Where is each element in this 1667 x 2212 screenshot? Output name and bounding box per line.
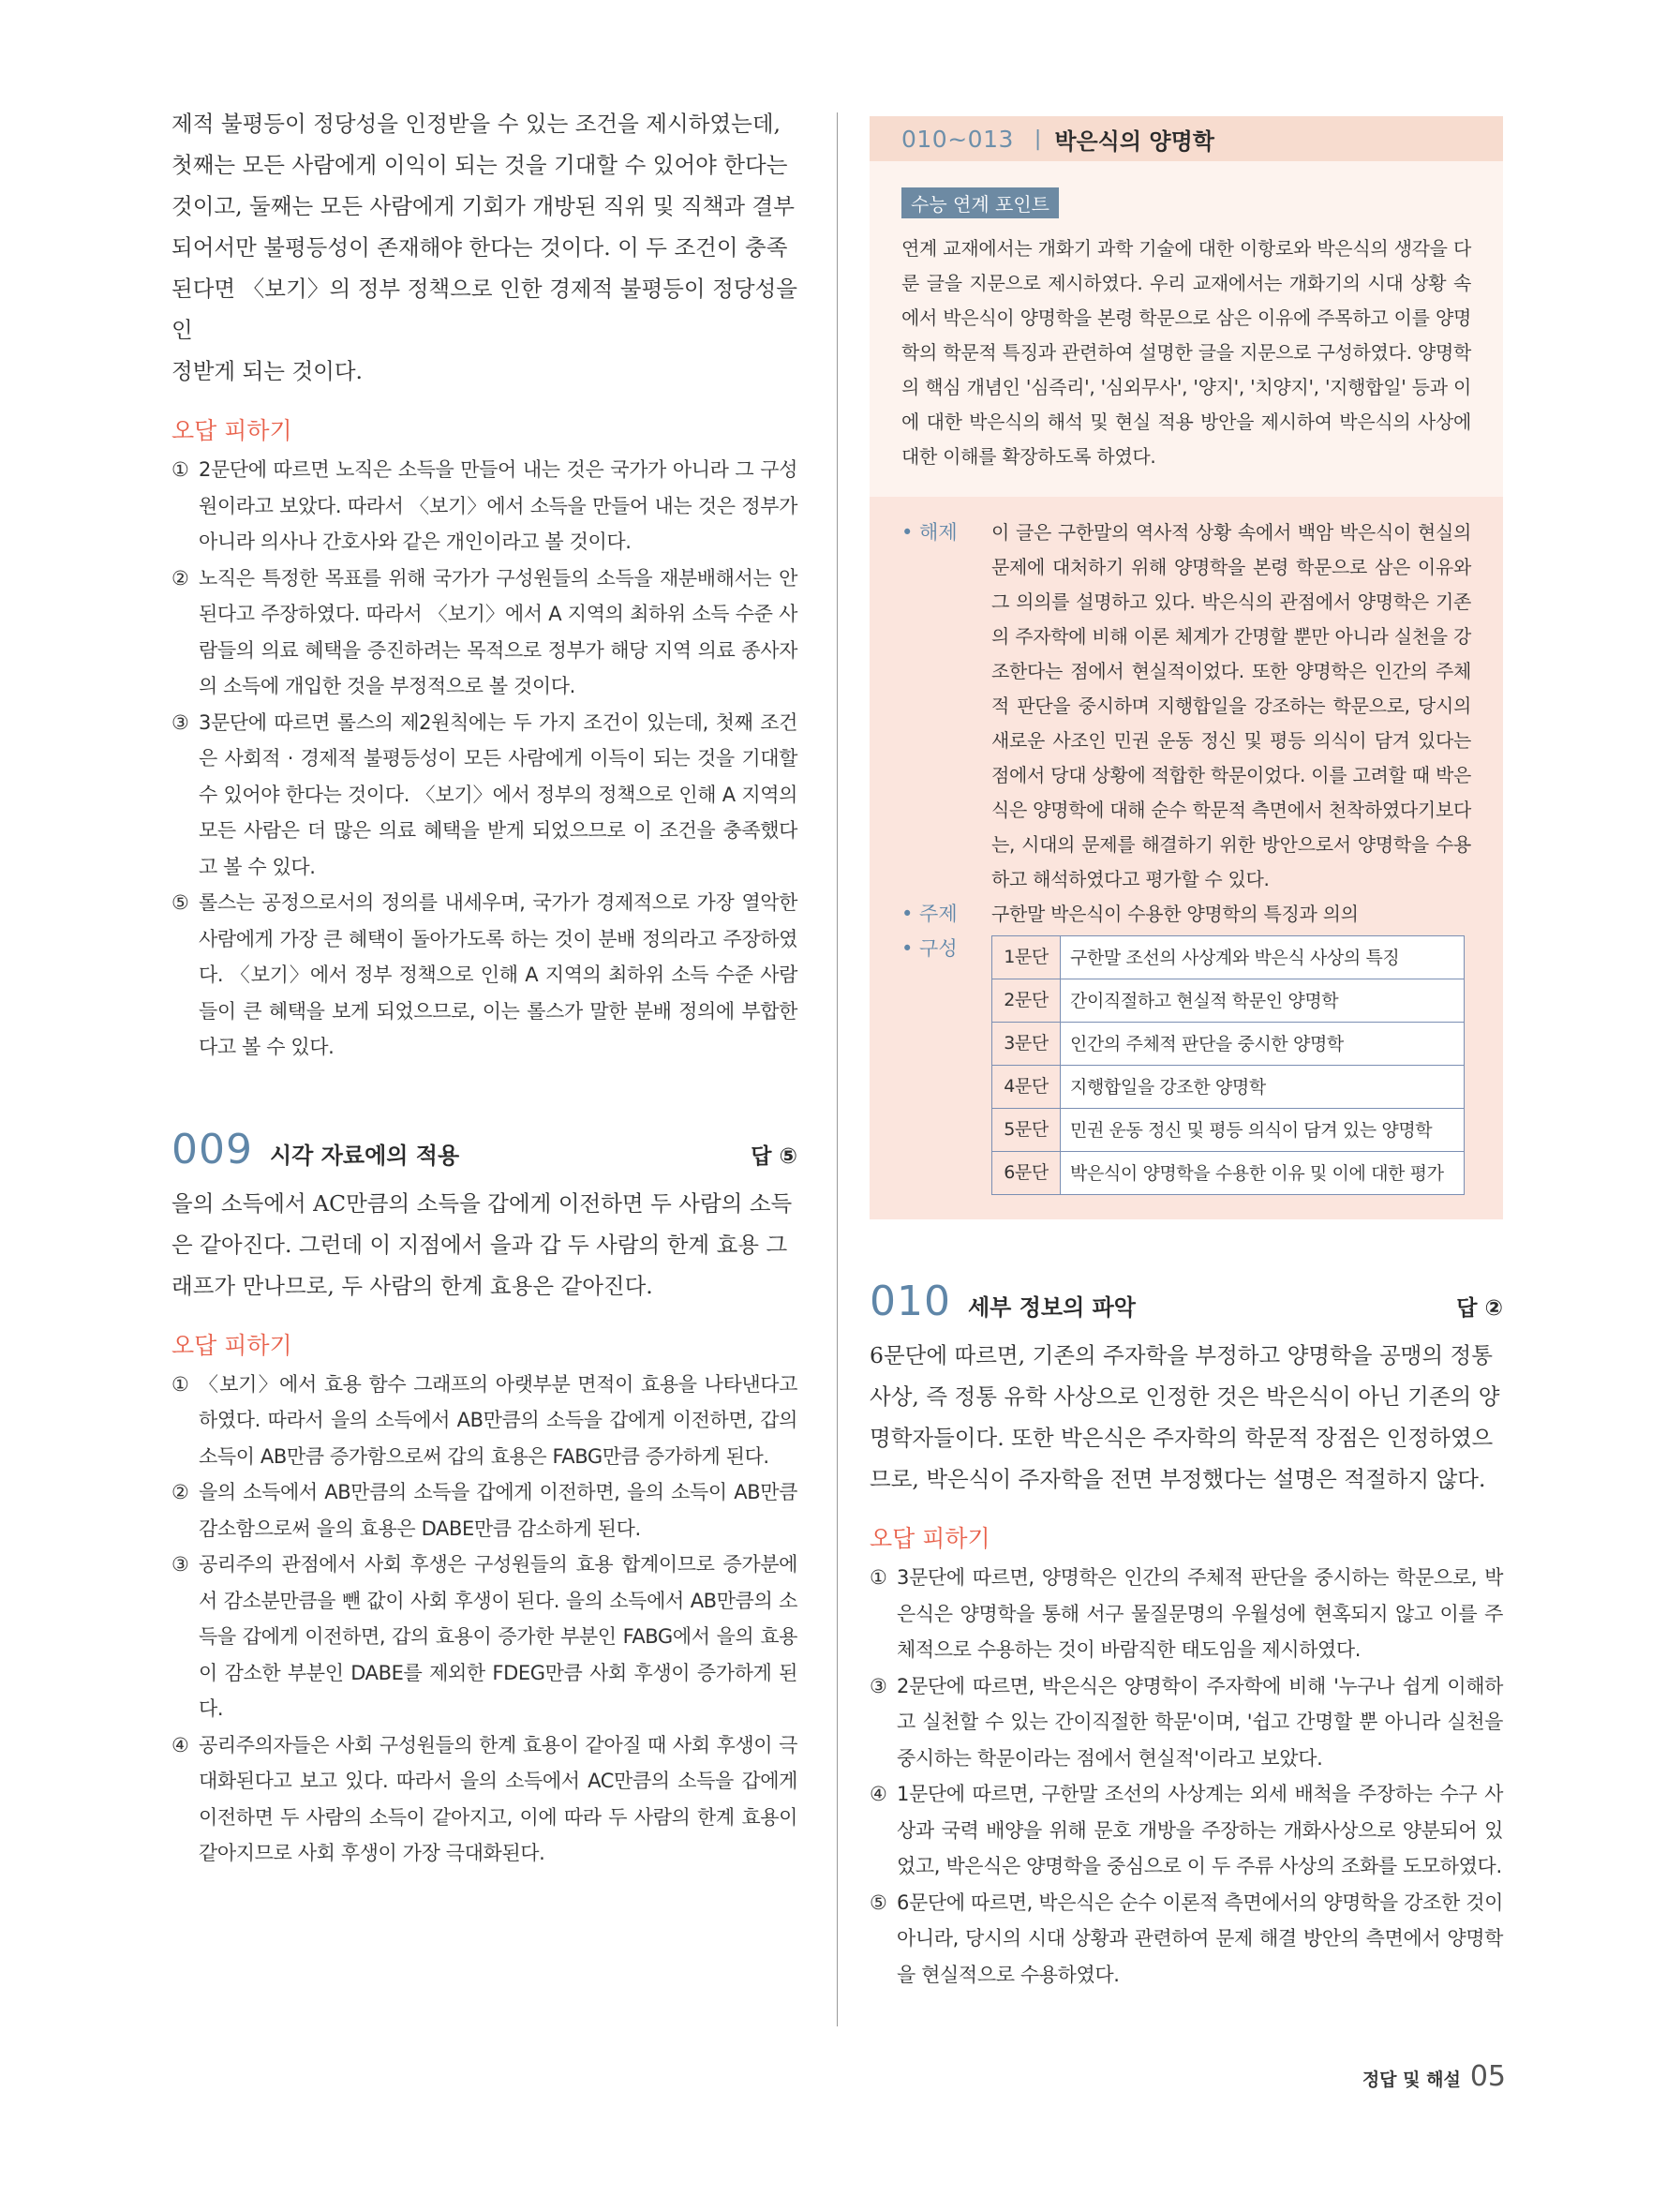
question-number: 009	[171, 1125, 253, 1173]
question-title: 시각 자료에의 적용	[269, 1142, 460, 1169]
list-item	[171, 560, 797, 705]
item-number: ④	[171, 1733, 189, 1756]
passage-title: 박은식의 양명학	[1054, 127, 1214, 155]
page-footer	[1362, 2060, 1506, 2093]
intro-line: 된다면 〈보기〉의 정부 정책으로 인한 경제적 불평등이 정당성을 인	[171, 276, 797, 343]
question-number: 010	[870, 1278, 951, 1325]
panel-header	[870, 116, 1503, 161]
question-009-header	[171, 1126, 797, 1173]
question-010-body	[870, 1335, 1503, 1500]
item-text: 을의 소득에서 AB만큼의 소득을 갑에게 이전하면, 을의 소득이 AB만큼 감소함으로써 을의 효용은 DABE만큼 감소하게 된다.	[199, 1481, 797, 1540]
wrong-answer-heading: 오답 피하기	[870, 1525, 990, 1552]
structure-table	[991, 935, 1465, 1195]
table-row	[992, 979, 1465, 1023]
page-number: 05	[1469, 2060, 1506, 2093]
item-text: 6문단에 따르면, 박은식은 순수 이론적 측면에서의 양명학을 강조한 것이 아니라, 당시의 시대 상황과 관련하여 문제 해결 방안의 측면에서 양명학을 현실적으로 수용하였다.	[897, 1891, 1503, 1986]
table-row	[992, 1023, 1465, 1066]
paragraph-summary: 지행합일을 강조한 양명학	[1061, 1066, 1465, 1109]
question-010-header	[870, 1278, 1503, 1325]
item-text: 2문단에 따르면 노직은 소득을 만들어 내는 것은 국가가 아니라 그 구성원이라고 보았다. 따라서 〈보기〉에서 소득을 만들어 내는 것은 정부가 아니라 의사나 간호사와 같은 개인이라고 볼 것이다.	[199, 458, 797, 553]
list-item	[870, 1885, 1503, 1994]
wrong-answer-heading: 오답 피하기	[171, 417, 292, 444]
list-item	[870, 1668, 1503, 1777]
right-column	[870, 116, 1503, 1993]
question-answer: 답 ⑤	[751, 1143, 797, 1169]
paragraph-summary: 인간의 주체적 판단을 중시한 양명학	[1061, 1023, 1465, 1066]
item-text: 3문단에 따르면 롤스의 제2원칙에는 두 가지 조건이 있는데, 첫째 조건은 사회적 · 경제적 불평등성이 모든 사람에게 이득이 되는 것을 기대할 수 있어야 한다는 것이다. 〈보기〉에서 정부의 정책으로 인해 A 지역의 모든 사람은 더 많은 의료 혜택을 받게 되었으므로 이 조건을 충족했다고 볼 수 있다.	[199, 710, 797, 878]
connection-point-section	[870, 161, 1503, 497]
item-text: 롤스는 공정으로서의 정의를 내세우며, 국가가 경제적으로 가장 열악한 사람에게 가장 큰 혜택이 돌아가도록 하는 것이 분배 정의라고 주장하였다. 〈보기〉에서 정부 정책으로 인해 A 지역의 최하위 소득 수준 사람들이 큰 혜택을 보게 되었으므로, 이는 롤스가 말한 분배 정의에 부합한다고 볼 수 있다.	[199, 891, 797, 1058]
body-line: 명학자들이다. 또한 박은식은 주자학의 학문적 장점은 인정하였으	[870, 1425, 1494, 1451]
table-row	[992, 936, 1465, 979]
passage-summary-section	[870, 497, 1503, 1219]
item-text: 공리주의 관점에서 사회 후생은 구성원들의 효용 합계이므로 증가분에서 감소분만큼을 뺀 값이 사회 후생이 된다. 을의 소득에서 AB만큼의 소득을 갑에게 이전하면, 갑의 효용이 증가한 부분인 FABG에서 을의 효용이 감소한 부분인 DABE를 제외한 FDEG만큼 사회 후생이 증가하게 된다.	[199, 1553, 797, 1720]
body-line: 은 같아진다. 그런데 이 지점에서 을과 갑 두 사람의 한계 효용 그	[171, 1231, 788, 1258]
guseong-label: • 구성	[901, 937, 958, 960]
question-title: 세부 정보의 파악	[967, 1294, 1136, 1321]
paragraph-summary: 박은식이 양명학을 수용한 이유 및 이에 대한 평가	[1061, 1152, 1465, 1195]
paragraph-number: 2문단	[992, 979, 1061, 1023]
intro-line: 제적 불평등이 정당성을 인정받을 수 있는 조건을 제시하였는데,	[171, 111, 781, 137]
item-number: ③	[171, 710, 189, 734]
wrong-answer-list	[171, 452, 797, 1066]
body-line: 래프가 만나므로, 두 사람의 한계 효용은 같아진다.	[171, 1272, 653, 1299]
paragraph-summary: 구한말 조선의 사상계와 박은식 사상의 특징	[1061, 936, 1465, 979]
list-item	[870, 1560, 1503, 1668]
item-number: ①	[171, 1372, 189, 1396]
connection-point-text: 연계 교재에서는 개화기 과학 기술에 대한 이항로와 박은식의 생각을 다룬 글을 지문으로 제시하였다. 우리 교재에서는 개화기의 시대 상황 속에서 박은식이 양명학을 본령 학문으로 삼은 이유에 주목하고 이를 양명학의 학문적 특징과 관련하여 설명한 글을 지문으로 구성하였다. 양명학의 핵심 개념인 '심즉리', '심외무사', '양지', '치양지', '지행합일' 등과 이에 대한 박은식의 해석 및 현실 적용 방안을 제시하여 박은식의 사상에 대한 이해를 확장하도록 하였다.	[901, 237, 1471, 468]
left-column	[171, 103, 797, 1872]
wrong-answer-list	[171, 1367, 797, 1872]
wrong-answer-heading: 오답 피하기	[171, 1331, 292, 1359]
haeje-text: 이 글은 구한말의 역사적 상황 속에서 백암 박은식이 현실의 문제에 대처하기 위해 양명학을 본령 학문으로 삼은 이유와 그 의의를 설명하고 있다. 박은식의 관점에서 양명학은 기존의 주자학에 비해 이론 체계가 간명할 뿐만 아니라 실천을 강조한다는 점에서 현실적이었다. 또한 양명학은 인간의 주체적 판단을 중시하며 지행합일을 강조하는 학문으로, 당시의 새로운 사조인 민권 운동 정신 및 평등 의식이 담겨 있다는 점에서 당대 상황에 적합한 학문이었다. 이를 고려할 때 박은식은 양명학에 대해 순수 학문적 측면에서 천착하였다기보다는, 시대의 문제를 해결하기 위한 방안으로서 양명학을 수용하고 해석하였다고 평가할 수 있다.	[991, 521, 1471, 890]
item-number: ①	[171, 458, 189, 481]
column-divider	[837, 112, 838, 2026]
juje-label: • 주제	[901, 903, 958, 925]
intro-text	[171, 103, 797, 392]
table-row	[992, 1109, 1465, 1152]
juje-row	[901, 897, 1471, 932]
question-answer: 답 ②	[1456, 1296, 1503, 1321]
connection-point-badge: 수능 연계 포인트	[901, 187, 1059, 218]
list-item	[171, 1474, 797, 1547]
haeje-row	[901, 516, 1471, 897]
paragraph-number: 3문단	[992, 1023, 1061, 1066]
body-line: 6문단에 따르면, 기존의 주자학을 부정하고 양명학을 공맹의 정통	[870, 1342, 1493, 1368]
intro-line: 첫째는 모든 사람에게 이익이 되는 것을 기대할 수 있어야 한다는	[171, 152, 788, 178]
paragraph-number: 4문단	[992, 1066, 1061, 1109]
body-line: 을의 소득에서 AC만큼의 소득을 갑에게 이전하면 두 사람의 소득	[171, 1189, 793, 1217]
question-range: 010~013	[901, 125, 1014, 153]
table-row	[992, 1066, 1465, 1109]
item-number: ②	[171, 566, 189, 590]
item-number: ③	[171, 1553, 189, 1576]
intro-line: 것이고, 둘째는 모든 사람에게 기회가 개방된 직위 및 직책과 결부	[171, 193, 795, 219]
item-text: 3문단에 따르면, 양명학은 인간의 주체적 판단을 중시하는 학문으로, 박은식은 양명학을 통해 서구 물질문명의 우월성에 현혹되지 않고 이를 주체적으로 수용하는 것이 바람직한 태도임을 제시하였다.	[897, 1566, 1503, 1661]
list-item	[171, 1727, 797, 1872]
item-number: ④	[870, 1783, 887, 1805]
item-number: ⑤	[870, 1891, 887, 1914]
body-line: 므로, 박은식이 주자학을 전면 부정했다는 설명은 적절하지 않다.	[870, 1466, 1486, 1492]
intro-line: 정받게 되는 것이다.	[171, 358, 364, 384]
list-item	[171, 1367, 797, 1475]
item-text: 공리주의자들은 사회 구성원들의 한계 효용이 같아질 때 사회 후생이 극대화된다고 보고 있다. 따라서 을의 소득에서 AC만큼의 소득을 갑에게 이전하면 두 사람의 소득이 같아지고, 이에 따라 두 사람의 한계 효용이 같아지므로 사회 후생이 가장 극대화된다.	[199, 1733, 797, 1864]
list-item	[171, 1547, 797, 1727]
list-item	[171, 705, 797, 886]
item-number: ③	[870, 1674, 887, 1697]
passage-info-panel	[870, 116, 1503, 1219]
juje-text: 구한말 박은식이 수용한 양명학의 특징과 의의	[991, 903, 1359, 925]
list-item	[870, 1776, 1503, 1885]
item-text: 2문단에 따르면, 박은식은 양명학이 주자학에 비해 '누구나 쉽게 이해하고 실천할 수 있는 간이직절한 학문'이며, '쉽고 간명할 뿐 아니라 실천을 중시하는 학문이라는 점에서 현실적'이라고 보았다.	[897, 1674, 1503, 1770]
footer-label: 정답 및 해설	[1362, 2070, 1461, 2090]
item-text: 노직은 특정한 목표를 위해 국가가 구성원들의 소득을 재분배해서는 안 된다고 주장하였다. 따라서 〈보기〉에서 A 지역의 최하위 소득 수준 사람들의 의료 혜택을 증진하려는 목적으로 정부가 해당 지역 의료 종사자의 소득에 개입한 것을 부정적으로 볼 것이다.	[199, 566, 797, 697]
list-item	[171, 885, 797, 1066]
guseong-row	[901, 932, 1471, 1195]
item-text: 1문단에 따르면, 구한말 조선의 사상계는 외세 배척을 주장하는 수구 사상과 국력 배양을 위해 문호 개방을 주장하는 개화사상으로 양분되어 있었고, 박은식은 양명학을 중심으로 이 두 주류 사상의 조화를 도모하였다.	[897, 1783, 1503, 1877]
paragraph-number: 5문단	[992, 1109, 1061, 1152]
table-row	[992, 1152, 1465, 1195]
item-text: 〈보기〉에서 효용 함수 그래프의 아랫부분 면적이 효용을 나타낸다고 하였다. 따라서 을의 소득에서 AB만큼의 소득을 갑에게 이전하면, 갑의 소득이 AB만큼 증가함으로써 갑의 효용은 FABG만큼 증가하게 된다.	[199, 1372, 797, 1468]
header-separator: |	[1034, 127, 1042, 151]
list-item	[171, 452, 797, 560]
paragraph-summary: 민권 운동 정신 및 평등 의식이 담겨 있는 양명학	[1061, 1109, 1465, 1152]
question-009-body	[171, 1183, 797, 1307]
body-line: 사상, 즉 정통 유학 사상으로 인정한 것은 박은식이 아닌 기존의 양	[870, 1383, 1500, 1410]
paragraph-number: 6문단	[992, 1152, 1061, 1195]
item-number: ②	[171, 1481, 189, 1503]
item-number: ①	[870, 1566, 887, 1589]
intro-line: 되어서만 불평등성이 존재해야 한다는 것이다. 이 두 조건이 충족	[171, 234, 788, 261]
wrong-answer-list	[870, 1560, 1503, 1993]
haeje-label: • 해제	[901, 521, 958, 544]
item-number: ⑤	[171, 891, 189, 914]
paragraph-summary: 간이직절하고 현실적 학문인 양명학	[1061, 979, 1465, 1023]
paragraph-number: 1문단	[992, 936, 1061, 979]
